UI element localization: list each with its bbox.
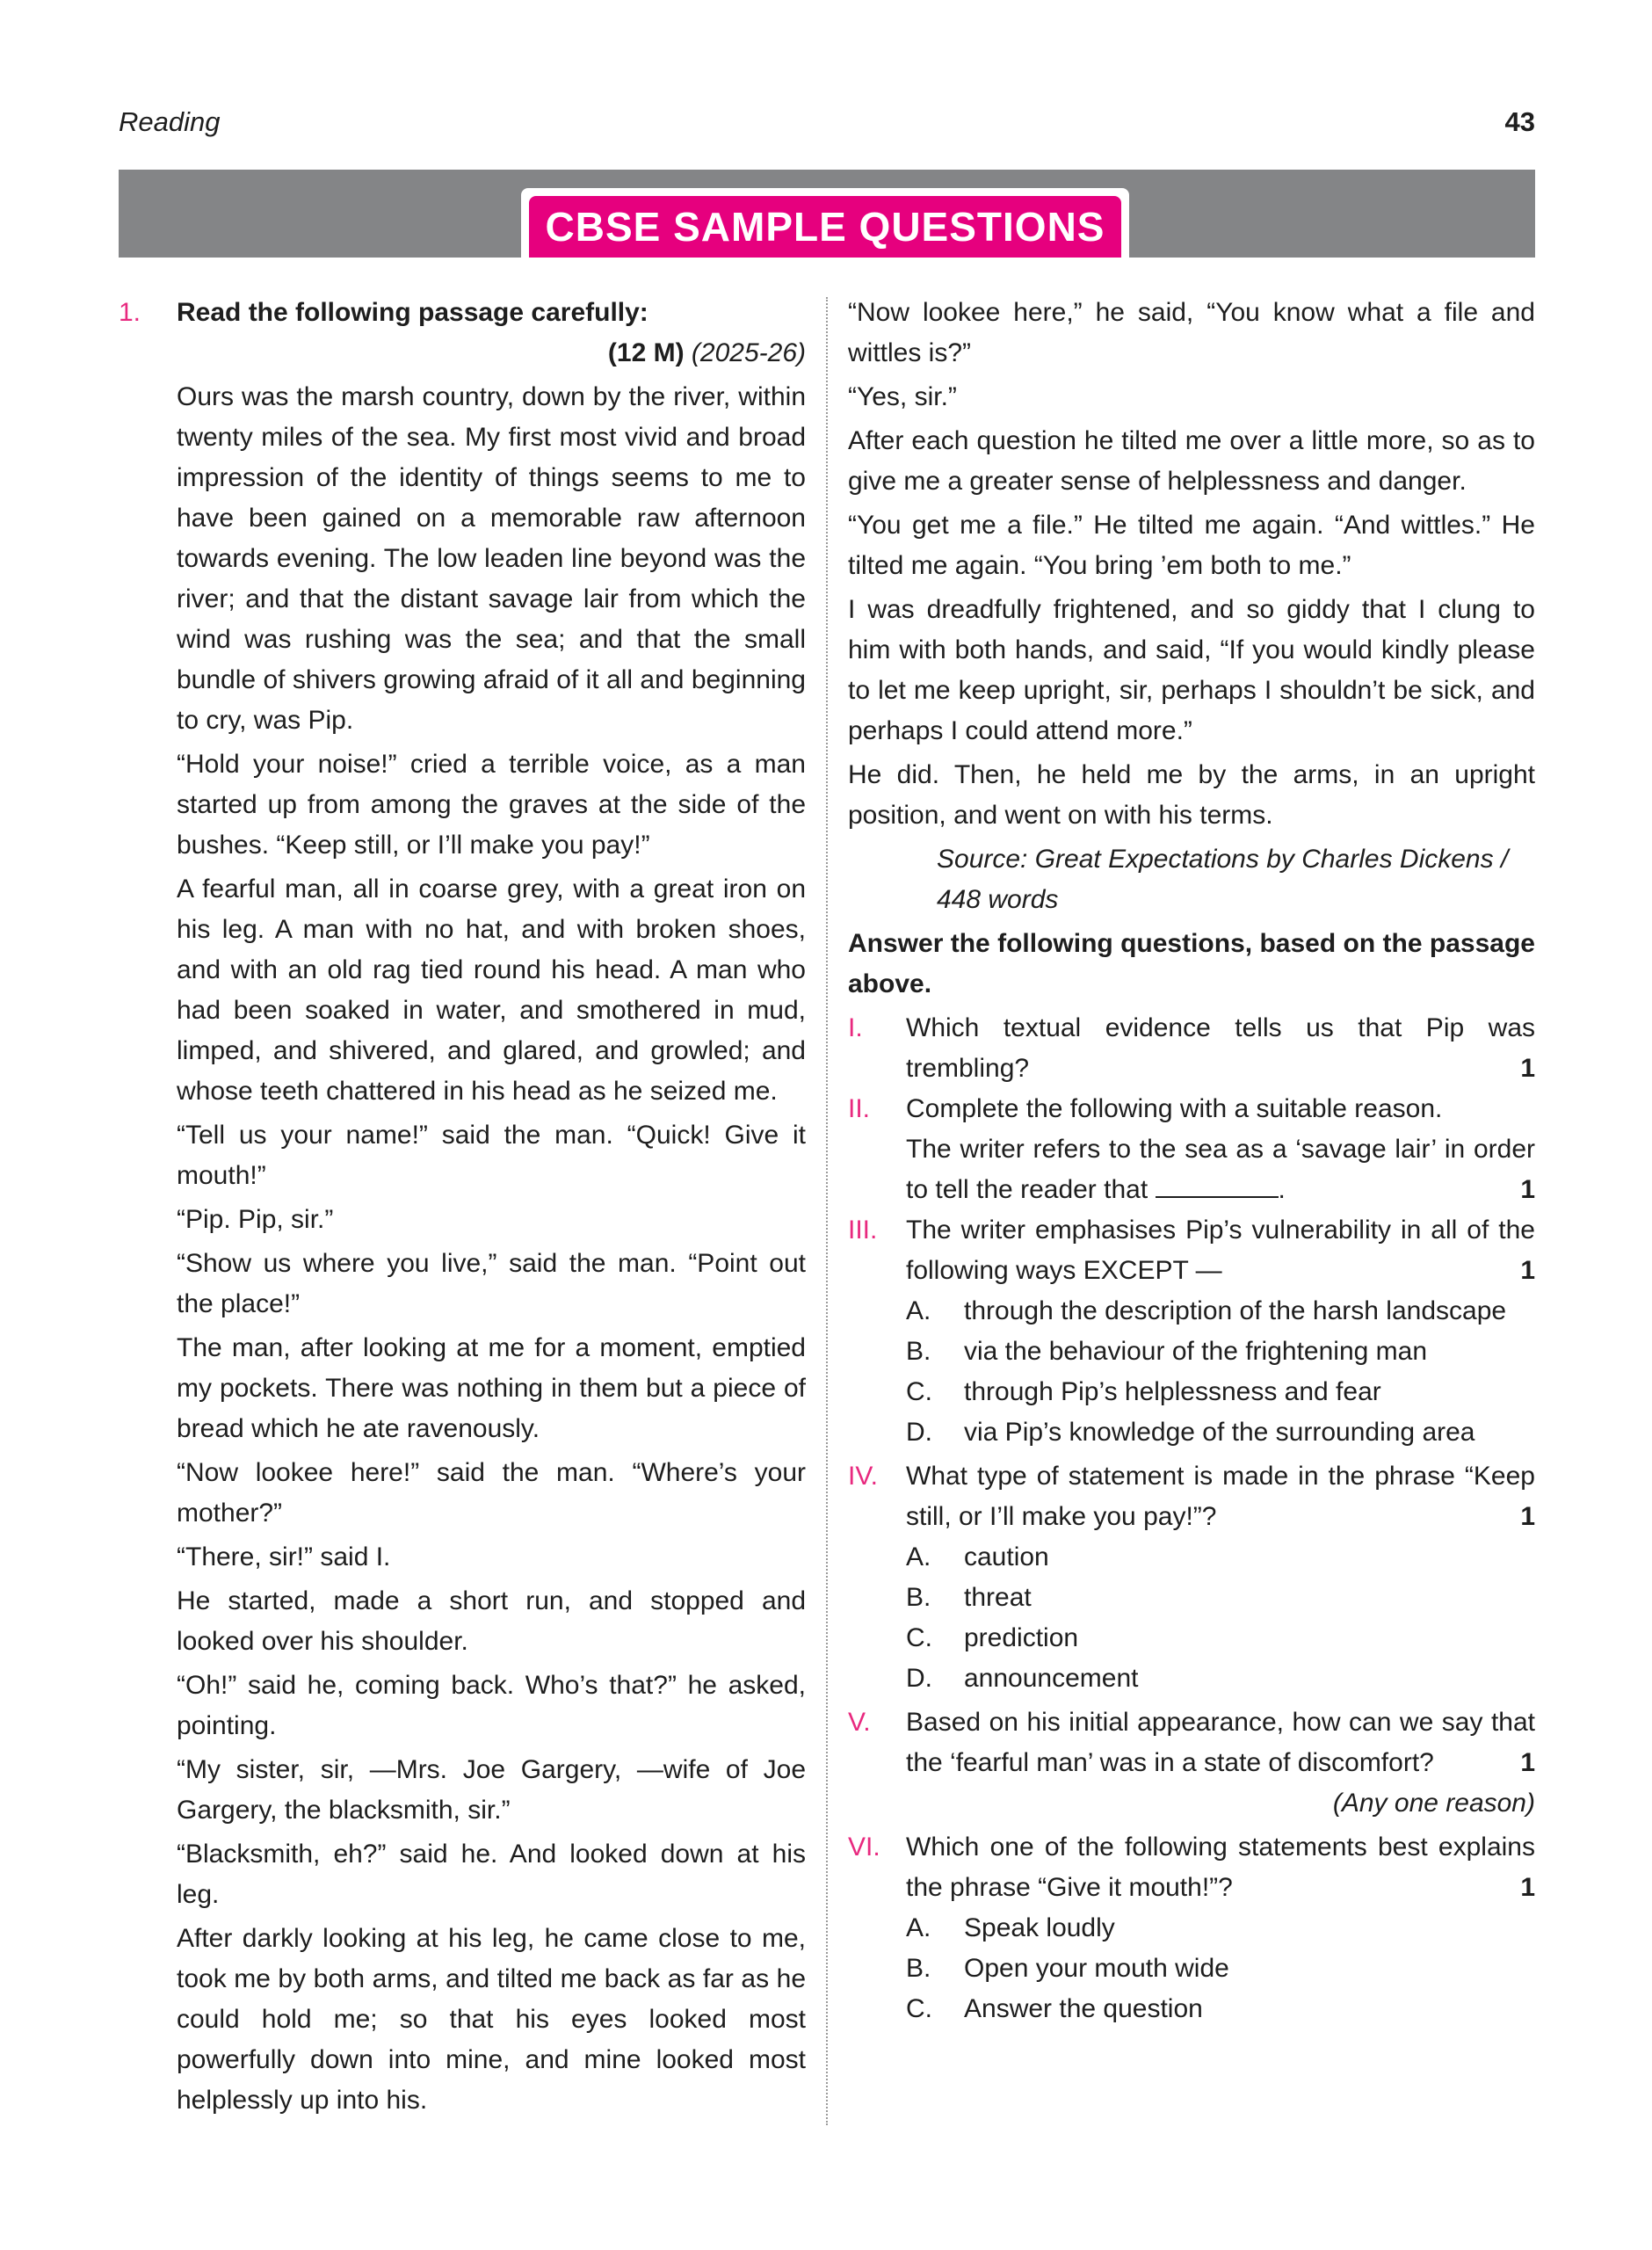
option-text: via Pip’s knowledge of the surrounding area <box>964 1418 1475 1447</box>
subquestion-1 <box>848 1008 1535 1089</box>
running-head <box>119 101 1535 143</box>
option <box>906 1291 1535 1332</box>
marks: 1 <box>1520 1175 1535 1204</box>
right-column <box>848 293 1535 2033</box>
subquestion-text <box>906 1456 1535 1537</box>
marks: 1 <box>1520 1256 1535 1285</box>
option <box>906 1618 1535 1658</box>
option-text: Speak loudly <box>964 1913 1115 1942</box>
passage-paragraph: He started, made a short run, and stopped and looked over his shoulder. <box>177 1586 806 1656</box>
subquestion-text <box>906 1210 1535 1291</box>
subquestion-number: II. <box>848 1094 871 1123</box>
passage-paragraph: A fearful man, all in coarse grey, with a great iron on his leg. A man with no hat, and with broken shoes, and with an old rag tied round his head. A man who had been soaked in water, and smothered in mud, limped, and shivered, and glared, and growled; and whose teeth chattered in his head as he seized me. <box>177 875 806 1106</box>
passage-paragraph: “Tell us your name!” said the man. “Quick! Give it mouth!” <box>177 1121 806 1190</box>
passage-paragraph: “Oh!” said he, coming back. Who’s that?” he asked, pointing. <box>177 1671 806 1740</box>
passage-paragraph: After darkly looking at his leg, he came close to me, took me by both arms, and tilted me back as far as he could hold me; so that his eyes looked most powerfully down into mine, and mine looked most helplessly up into his. <box>177 1924 806 2115</box>
passage-paragraph: “Show us where you live,” said the man. “Point out the place!” <box>177 1249 806 1318</box>
passage-paragraph: I was dreadfully frightened, and so giddy that I clung to him with both hands, and said, “If you would kindly please to let me keep upright, sir, perhaps I shouldn’t be sick, and perhaps I could attend more.” <box>848 595 1535 745</box>
option <box>906 1372 1535 1412</box>
option-label: A. <box>906 1913 931 1942</box>
option-text: Open your mouth wide <box>964 1954 1229 1983</box>
passage-paragraph: After each question he tilted me over a little more, so as to give me a greater sense of helplessness and danger. <box>848 426 1535 496</box>
passage-paragraph: “Hold your noise!” cried a terrible voice, as a man started up from among the graves at the side of the bushes. “Keep still, or I’ll make you pay!” <box>177 750 806 860</box>
passage-source: Source: Great Expectations by Charles Dickens / 448 words <box>937 845 1509 914</box>
options-list <box>906 1908 1535 2029</box>
question-number: 1. <box>119 298 141 327</box>
option-label: A. <box>906 1542 931 1571</box>
subquestion-5 <box>848 1702 1535 1783</box>
option <box>906 1537 1535 1578</box>
page-number: 43 <box>1504 106 1535 137</box>
subquestion-text: Complete the following with a suitable reason. <box>906 1094 1443 1123</box>
subquestion-body: Based on his initial appearance, how can we say that the ‘fearful man’ was in a state of discomfort? <box>906 1708 1535 1777</box>
year-label: (2025-26) <box>691 338 806 367</box>
option-text: prediction <box>964 1623 1079 1652</box>
option-label: D. <box>906 1418 932 1447</box>
option-text: caution <box>964 1542 1049 1571</box>
subquestion-2 <box>848 1089 1535 1210</box>
subquestion-number: III. <box>848 1216 878 1245</box>
option <box>906 1412 1535 1453</box>
option-label: B. <box>906 1954 931 1983</box>
banner-title: CBSE SAMPLE QUESTIONS <box>529 196 1121 258</box>
option <box>906 1989 1535 2029</box>
option-text: through Pip’s helplessness and fear <box>964 1377 1381 1406</box>
option-text: announcement <box>964 1664 1139 1693</box>
answer-instruction: Answer the following questions, based on the passage above. <box>848 929 1535 998</box>
answer-blank <box>1156 1170 1279 1198</box>
column-divider <box>826 297 828 2125</box>
subquestion-body: The writer emphasises Pip’s vulnerability in all of the following ways EXCEPT — <box>906 1216 1535 1285</box>
option <box>906 1578 1535 1618</box>
option-text: Answer the question <box>964 1994 1203 2023</box>
marks-label: (12 M) <box>607 338 685 367</box>
option-label: C. <box>906 1377 932 1406</box>
option-label: B. <box>906 1337 931 1366</box>
passage-paragraph: “You get me a file.” He tilted me again. “And wittles.” He tilted me again. “You bring ’em both to me.” <box>848 511 1535 580</box>
subquestion-body: Which textual evidence tells us that Pip was trembling? <box>906 1013 1535 1083</box>
option <box>906 1658 1535 1699</box>
subquestion-body: What type of statement is made in the phrase “Keep still, or I’ll make you pay!”? <box>906 1462 1535 1531</box>
subquestion-number: VI. <box>848 1833 880 1862</box>
marks: 1 <box>1520 1873 1535 1902</box>
marks-and-year <box>119 333 806 374</box>
passage-paragraph: “Now lookee here,” he said, “You know what a file and wittles is?” <box>848 298 1535 367</box>
left-column <box>119 293 806 2124</box>
options-list <box>906 1291 1535 1453</box>
marks: 1 <box>1520 1748 1535 1777</box>
passage-paragraph: “Yes, sir.” <box>848 382 957 411</box>
option-label: C. <box>906 1994 932 2023</box>
subquestion-number: V. <box>848 1708 871 1737</box>
marks: 1 <box>1520 1502 1535 1531</box>
option-text: through the description of the harsh landscape <box>964 1296 1507 1325</box>
option <box>906 1332 1535 1372</box>
prompt-text: The writer refers to the sea as a ‘savage lair’ in order to tell the reader that <box>906 1135 1535 1204</box>
subquestion-4 <box>848 1456 1535 1537</box>
passage-paragraph: “Pip. Pip, sir.” <box>177 1205 334 1234</box>
subquestion-text <box>906 1702 1535 1783</box>
subquestion-text <box>906 1008 1535 1089</box>
option-label: D. <box>906 1664 932 1693</box>
subquestion-number: I. <box>848 1013 863 1042</box>
option-label: B. <box>906 1583 931 1612</box>
option-label: C. <box>906 1623 932 1652</box>
passage-paragraph: “My sister, sir, —Mrs. Joe Gargery, —wife of Joe Gargery, the blacksmith, sir.” <box>177 1755 806 1825</box>
passage-paragraph: “There, sir!” said I. <box>177 1542 391 1571</box>
question-1-heading <box>119 293 806 333</box>
option-text: via the behaviour of the frightening man <box>964 1337 1428 1366</box>
subquestion-number: IV. <box>848 1462 878 1491</box>
section-title: Reading <box>119 106 221 137</box>
option-text: threat <box>964 1583 1032 1612</box>
passage-paragraph: “Now lookee here!” said the man. “Where’s your mother?” <box>177 1458 806 1528</box>
passage-paragraph: “Blacksmith, eh?” said he. And looked down at his leg. <box>177 1840 806 1909</box>
option <box>906 1949 1535 1989</box>
question-heading: Read the following passage carefully: <box>177 298 648 327</box>
passage-paragraph: Ours was the marsh country, down by the river, within twenty miles of the sea. My first most vivid and broad impression of the identity of things seems to me to have been gained on a memorable raw afternoon towards evening. The low leaden line beyond was the river; and that the distant savage lair from which the wind was rushing was the sea; and that the small bundle of shivers growing afraid of it all and beginning to cry, was Pip. <box>177 382 806 735</box>
option <box>906 1908 1535 1949</box>
passage-paragraph: He did. Then, he held me by the arms, in an upright position, and went on with his terms. <box>848 760 1535 830</box>
subquestion-prompt <box>906 1129 1535 1210</box>
option-label: A. <box>906 1296 931 1325</box>
subquestion-text <box>906 1827 1535 1908</box>
subquestion-body: Which one of the following statements best explains the phrase “Give it mouth!”? <box>906 1833 1535 1902</box>
passage-paragraph: The man, after looking at me for a moment, emptied my pockets. There was nothing in them but a piece of bread which he ate ravenously. <box>177 1333 806 1443</box>
marks: 1 <box>1520 1054 1535 1083</box>
subquestion-3 <box>848 1210 1535 1291</box>
answer-note: (Any one reason) <box>1332 1789 1535 1818</box>
prompt-end: . <box>1278 1175 1286 1204</box>
options-list <box>906 1537 1535 1699</box>
subquestion-6 <box>848 1827 1535 1908</box>
